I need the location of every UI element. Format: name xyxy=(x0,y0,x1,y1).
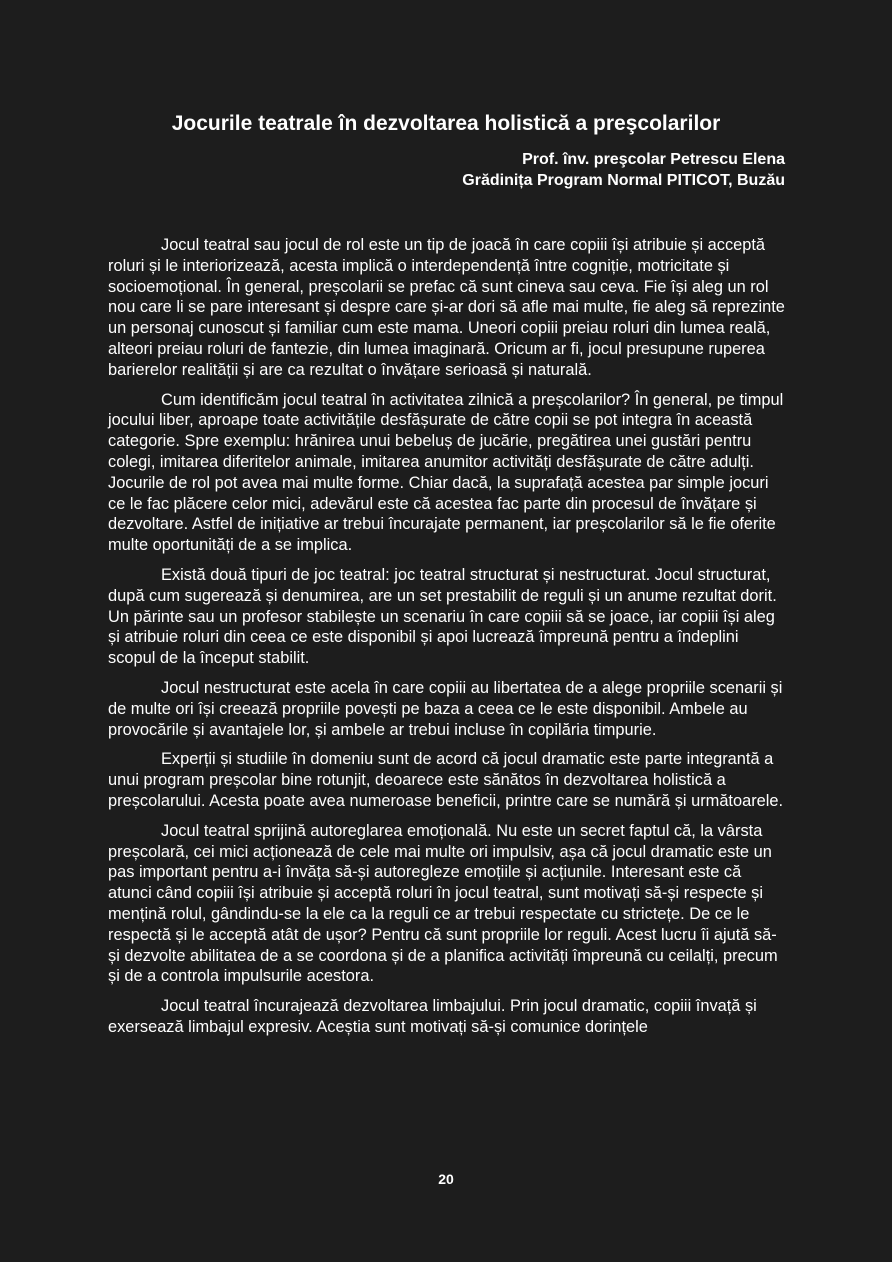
paragraph: Există două tipuri de joc teatral: joc teatral structurat și nestructurat. Jocul structurat, după cum sugerează și denumirea, are un set prestabilit de reguli și un anume rezultat dorit. Un părinte sau un profesor stabilește un scenariu în care copiii să se joace, iar copiii își aleg și atribuie roluri din ceea ce este disponibil și apoi lucrează împreună pentru a îndeplini scopul de la început stabilit. xyxy=(108,565,777,668)
body-text xyxy=(108,235,786,1047)
author-block xyxy=(462,149,785,191)
paragraph: Jocul teatral încurajează dezvoltarea limbajului. Prin jocul dramatic, copiii învață și exersează limbajul expresiv. Aceștia sunt motivați să-și comunice dorințele xyxy=(108,997,757,1036)
page-number: 20 xyxy=(438,1171,454,1187)
author-name: Prof. înv. preşcolar Petrescu Elena xyxy=(522,151,785,168)
paragraph: Jocul teatral sau jocul de rol este un tip de joacă în care copiii își atribuie și acceptă roluri și le interiorizează, acesta implică o interdependență între cogniție, motricitate și socioemoțional. În general, preșcolarii se prefac că sunt cineva sau ceva. Fie își aleg un rol nou care li se pare interesant și despre care și-ar dori să afle mai multe, fie aleg să reprezinte un personaj cunoscut și familiar cum este mama. Uneori copiii preiau roluri din lumea reală, alteori preiau roluri de fantezie, din lumea imaginară. Oricum ar fi, jocul presupune ruperea barierelor realității și are ca rezultat o învățare serioasă și naturală. xyxy=(108,236,785,379)
paragraph: Jocul nestructurat este acela în care copiii au libertatea de a alege propriile scenarii și de multe ori își creează propriile povești pe baza a ceea ce le este disponibil. Ambele au provocările și avantajele lor, și ambele ar trebui incluse în copilăria timpurie. xyxy=(108,678,783,739)
paragraph: Experții și studiile în domeniu sunt de acord că jocul dramatic este parte integrantă a unui program preșcolar bine rotunjit, deoarece este sănătos în dezvoltarea holistică a preșcolarului. Acesta poate avea numeroase beneficii, printre care se numără și următoarele. xyxy=(108,750,784,810)
author-institution: Grădinița Program Normal PITICOT, Buzău xyxy=(462,172,785,189)
paragraph: Jocul teatral sprijină autoreglarea emoțională. Nu este un secret faptul că, la vârsta preșcolară, cei mici acționează de cele mai multe ori impulsiv, așa că jocul dramatic este un pas important pentru a-i învăța să-și autoregleze emoțiile și acțiunile. Interesant este că atunci când copiii își atribuie și acceptă roluri în jocul teatral, sunt motivați să-și respecte și mențină rolul, gândindu-se la ele ca la reguli ce ar trebui respectate cu strictețe. De ce le respectă și le acceptă atât de ușor? Pentru că sunt propriile lor reguli. Acest lucru îi ajută să-și dezvolte abilitatea de a se coordona și de a planifica activități împreună cu ceilalți, precum și de a controla impulsurile acestora. xyxy=(108,821,778,986)
document-title: Jocurile teatrale în dezvoltarea holistică a preşcolarilor xyxy=(171,112,721,135)
paragraph: Cum identificăm jocul teatral în activitatea zilnică a preșcolarilor? În general, pe timpul jocului liber, aproape toate activitățile desfășurate de către copii se pot integra în această categorie. Spre exemplu: hrănirea unui bebeluș de jucărie, pregătirea unei gustări pentru colegi, imitarea diferitelor animale, imitarea anumitor activități desfășurate de către adulți. Jocurile de rol pot avea mai multe forme. Chiar dacă, la suprafață acestea par simple jocuri ce le fac plăcere celor mici, adevărul este că acestea fac parte din procesul de învățare și dezvoltare. Astfel de inițiative ar trebui încurajate permanent, iar preșcolarilor să le fie oferite multe oportunități de a se implica. xyxy=(108,390,784,555)
